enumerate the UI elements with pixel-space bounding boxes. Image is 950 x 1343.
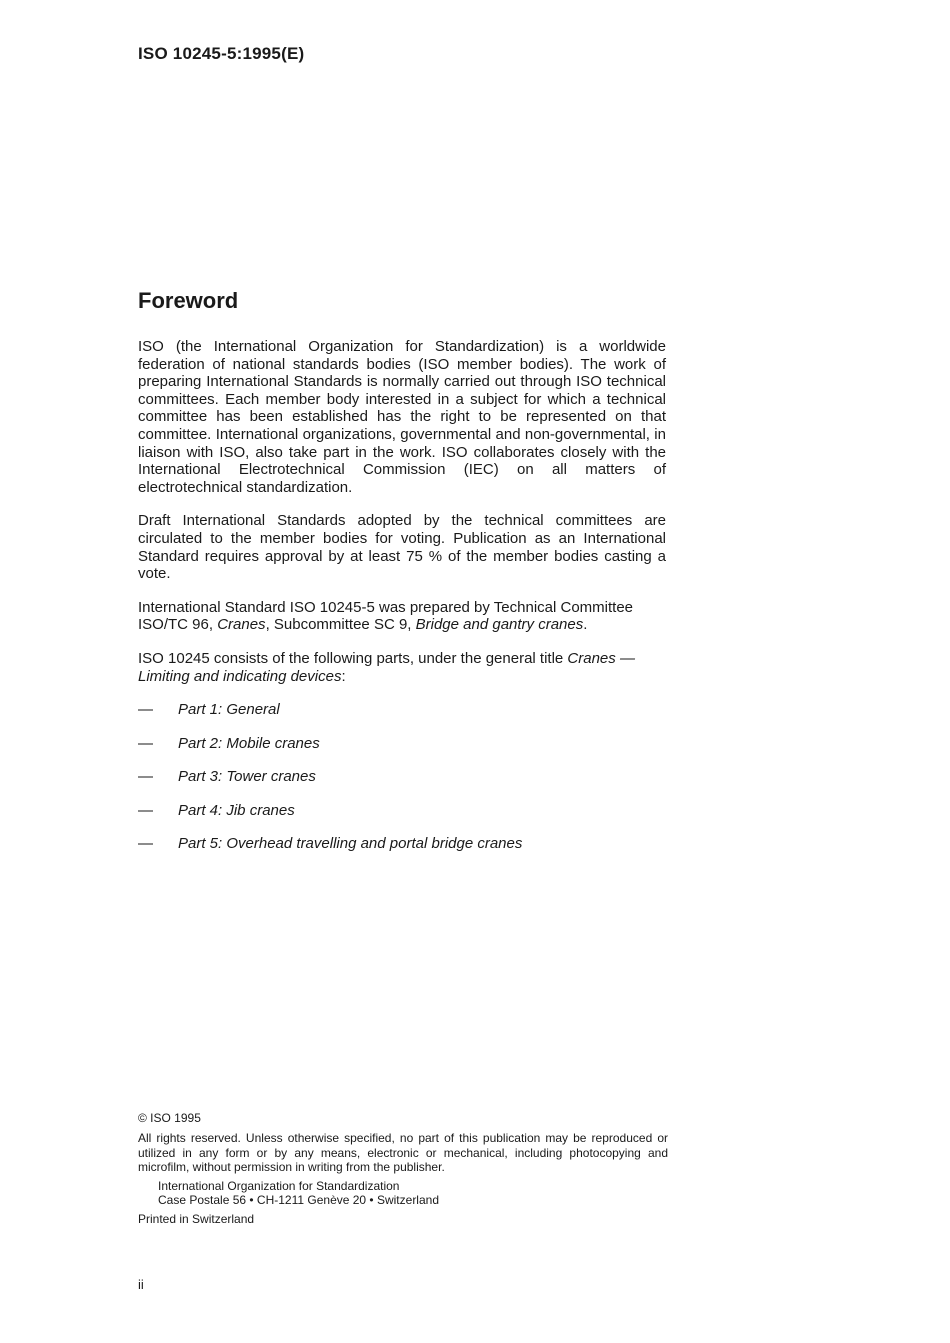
dash-bullet: — — [138, 701, 153, 719]
dash-bullet: — — [138, 734, 153, 752]
org-name: International Organization for Standardization — [158, 1179, 400, 1194]
part-label: Part 1: General — [178, 701, 280, 719]
copyright-footer — [138, 1111, 668, 1226]
dash-bullet: — — [138, 835, 153, 853]
list-item — [138, 768, 666, 802]
general-title: Cranes — Limiting and indicating devices — [138, 649, 635, 685]
copyright-notice: © ISO 1995 — [138, 1111, 201, 1125]
parts-list — [138, 701, 666, 869]
page-title: Foreword — [138, 288, 239, 313]
foreword-body — [138, 338, 666, 869]
tc-name: Cranes — [217, 616, 266, 634]
paragraph-parts-intro — [138, 650, 666, 685]
part-label: Part 2: Mobile cranes — [178, 734, 320, 752]
dash-bullet: — — [138, 801, 153, 819]
paragraph-draft-standards: Draft International Standards adopted by the technical committees are circulated to the member bodies for voting. Publication as an International Standard requires approval by at least 75 % of the member bodies casting a vote. — [138, 512, 666, 583]
parts-intro-prefix: ISO 10245 consists of the following parts, under the general title — [138, 649, 568, 667]
part-label: Part 5: Overhead travelling and portal bridge cranes — [178, 835, 523, 853]
dash-bullet: — — [138, 768, 153, 786]
list-item — [138, 802, 666, 836]
page-number: ii — [138, 1277, 144, 1292]
prepared-by-suffix: . — [583, 616, 588, 634]
prepared-by-prefix: International Standard ISO 10245-5 was prepared by Technical Committee ISO/TC 96, — [138, 598, 634, 634]
part-label: Part 3: Tower cranes — [178, 768, 316, 786]
sc-name: Bridge and gantry cranes — [415, 616, 584, 634]
rights-statement: All rights reserved. Unless otherwise specified, no part of this publication may be reproduced or utilized in any form or by any means, electronic or mechanical, including photocopying and microfilm, without permission in writing from the publisher. — [138, 1131, 668, 1174]
list-item — [138, 735, 666, 769]
list-item — [138, 701, 666, 735]
prepared-by-middle: , Subcommittee SC 9, — [265, 616, 416, 634]
part-label: Part 4: Jib cranes — [178, 801, 295, 819]
parts-intro-suffix: : — [341, 667, 346, 685]
paragraph-iso-intro: ISO (the International Organization for Standardization) is a worldwide federation of national standards bodies (ISO member bodies). The work of preparing International Standards is normally carried out through ISO technical committees. Each member body interested in a subject for which a technical committee has been established has the right to be represented on that committee. International organizations, governmental and non-governmental, in liaison with ISO, also take part in the work. ISO collaborates closely with the International Electrotechnical Commission (IEC) on all matters of electrotechnical standardization. — [138, 338, 666, 496]
list-item — [138, 835, 666, 869]
org-address: Case Postale 56 • CH-1211 Genève 20 • Switzerland — [158, 1193, 439, 1208]
paragraph-prepared-by — [138, 599, 666, 634]
document-code: ISO 10245-5:1995(E) — [138, 44, 305, 63]
printed-in: Printed in Switzerland — [138, 1211, 255, 1226]
